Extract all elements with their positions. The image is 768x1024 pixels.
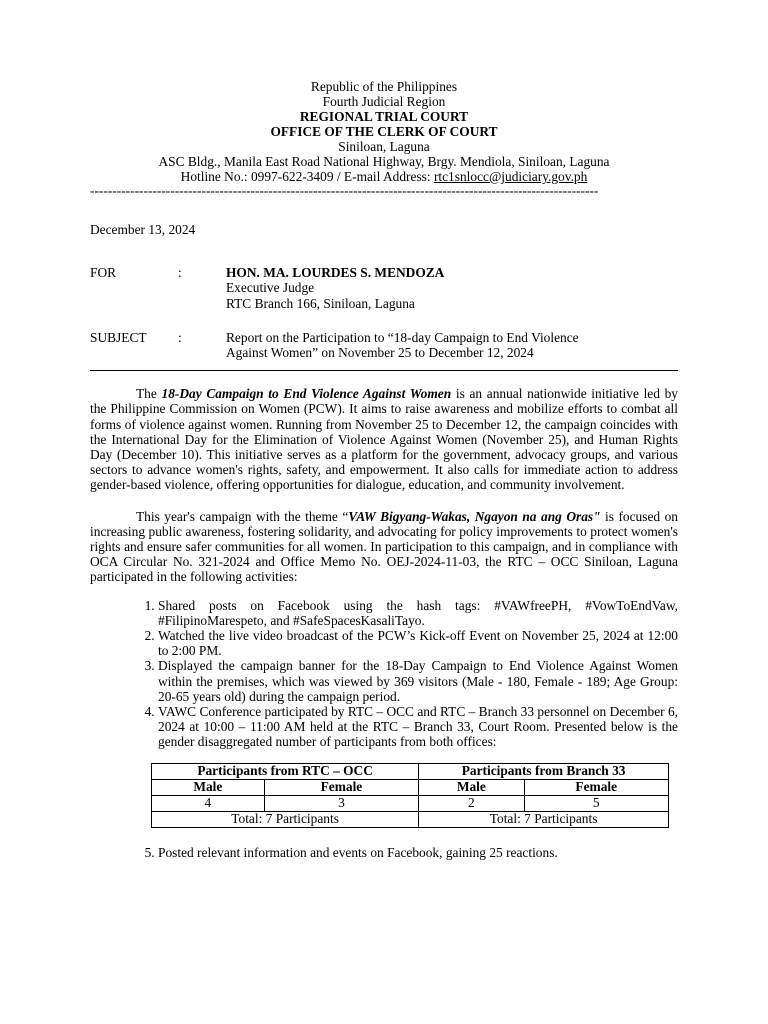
header-court: REGIONAL TRIAL COURT (299, 109, 469, 124)
p2-rest: is focused on increasing public awareness, fostering solidarity, and advocating for policy improvements to protect women's rights and ensure safer communities for all women. In participation to this campaign, and in compliance with OCA Circular No. 321-2024 and Office Memo No. OEJ-2024-11-03, the RTC – OCC Siniloan, Laguna participated in the following activities: (90, 508, 678, 585)
p2-start: This year's campaign with the theme “ (136, 508, 349, 524)
header-city: Siniloan, Laguna (338, 139, 430, 154)
memo-for-row (90, 265, 678, 311)
header-republic: Republic of the Philippines (310, 79, 458, 94)
recipient-name: HON. MA. LOURDES S. MENDOZA (226, 265, 445, 281)
p1-start: The (136, 386, 162, 402)
header-region: Fourth Judicial Region (322, 94, 446, 109)
campaign-name: 18-Day Campaign to End Violence Against Women (161, 386, 452, 402)
occ-female-count: 3 (264, 795, 419, 811)
branch33-total: Total: 7 Participants (419, 811, 669, 827)
recipient-title: Executive Judge (226, 280, 315, 296)
memo-divider (90, 370, 678, 371)
subject-line-2: Against Women” on November 25 to December 12, 2024 (226, 345, 534, 361)
table-row (152, 795, 669, 811)
activities-list (90, 598, 678, 750)
header-contact (90, 169, 678, 184)
memo-date: December 13, 2024 (90, 222, 196, 237)
p1-rest: is an annual nationwide initiative led by the Philippine Commission on Women (PCW). It aims to raise awareness and mobilize efforts to combat all forms of violence against women. Running from November 25 to December 12, the campaign coincides with the International Day for the Elimination of Violence Against Women (November 25), and Human Rights Day (December 10). This initiative serves as a platform for the government, advocacy groups, and various sectors to advance women's rights, safety, and empowerment. It also calls for immediate action to address gender-based violence, offering opportunities for dialogue, education, and community involvement. (90, 386, 679, 493)
header-divider: ------------------------------------------------------------------------------------------------------------------ (90, 185, 599, 196)
table-row (152, 763, 669, 779)
col-male: Male (419, 779, 524, 795)
for-label: FOR (90, 265, 117, 281)
list-item: 1. Shared posts on Facebook using the hash tags: #VAWfreePH, #VowToEndVaw, #FilipinoMarespeto, and #SafeSpacesKasaliTayo. (158, 598, 678, 628)
subject-colon: : (178, 329, 182, 345)
table-row (152, 811, 669, 827)
list-item: 5. Posted relevant information and events on Facebook, gaining 25 reactions. (158, 845, 678, 860)
subject-text (226, 330, 678, 360)
activities-list-continued (90, 845, 678, 860)
list-item: 4. VAWC Conference participated by RTC – OCC and RTC – Branch 33 personnel on December 6, 2024 at 10:00 – 11:00 AM held at the RTC – Branch 33, Court Room. Presented below is the gender disaggregated number of participants from both offices: (158, 704, 678, 750)
col-female: Female (264, 779, 419, 795)
occ-total: Total: 7 Participants (152, 811, 419, 827)
subject-line-1: Report on the Participation to “18-day Campaign to End Violence (226, 329, 579, 345)
memo-subject-row (90, 330, 678, 360)
list-item: 2. Watched the live video broadcast of the PCW’s Kick-off Event on November 25, 2024 at 12:00 to 2:00 PM. (158, 628, 678, 658)
table-row (152, 779, 669, 795)
header-office: OFFICE OF THE CLERK OF COURT (270, 124, 498, 139)
group-header-branch33: Participants from Branch 33 (419, 763, 669, 779)
col-male: Male (152, 779, 265, 795)
for-recipient (226, 265, 678, 311)
recipient-office: RTC Branch 166, Siniloan, Laguna (226, 295, 415, 311)
subject-label: SUBJECT (90, 329, 147, 345)
group-header-occ: Participants from RTC – OCC (152, 763, 419, 779)
participants-table (151, 763, 669, 828)
hotline-text: Hotline No.: 0997-622-3409 / E-mail Address: (180, 169, 434, 184)
campaign-theme: VAW Bigyang-Wakas, Ngayon na ang Oras" (348, 508, 601, 524)
occ-male-count: 4 (152, 795, 265, 811)
paragraph-intro (90, 386, 678, 492)
col-female: Female (524, 779, 669, 795)
paragraph-theme (90, 509, 678, 585)
email-link[interactable]: rtc1snlocc@judiciary.gov.ph (433, 169, 588, 184)
branch33-male-count: 2 (419, 795, 524, 811)
for-colon: : (178, 265, 182, 281)
letterhead (90, 79, 678, 184)
list-item: 3. Displayed the campaign banner for the 18-Day Campaign to End Violence Against Women within the premises, which was viewed by 369 visitors (Male - 180, Female - 189; Age Group: 20-65 years old) during the campaign period. (158, 658, 678, 704)
header-address: ASC Bldg., Manila East Road National Highway, Brgy. Mendiola, Siniloan, Laguna (158, 154, 610, 169)
document-page (90, 79, 678, 860)
branch33-female-count: 5 (524, 795, 669, 811)
